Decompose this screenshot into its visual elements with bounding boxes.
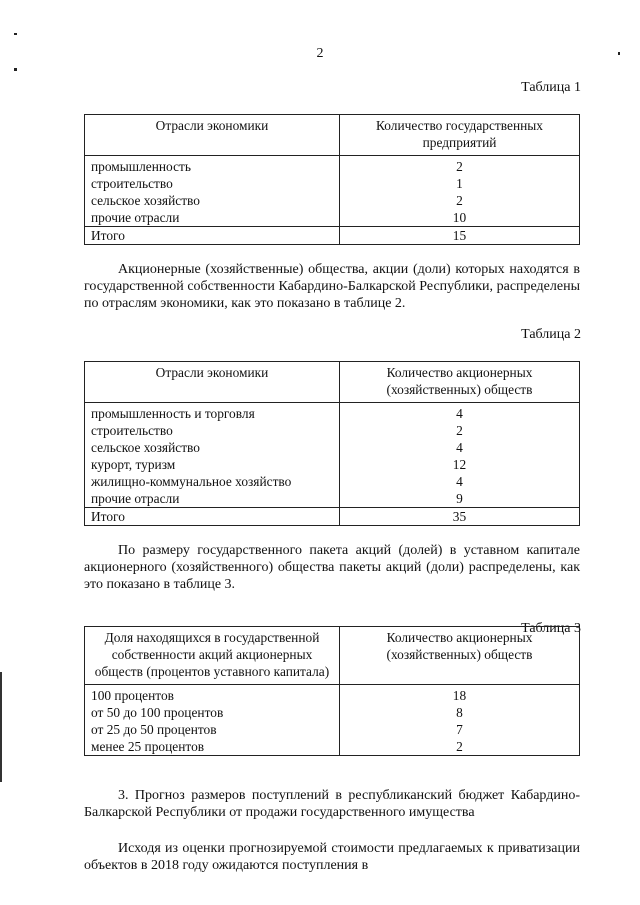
table1-cell-count: 2 (456, 159, 463, 174)
table-row (85, 175, 580, 192)
table3-header-share: Доля находящихся в государственной собственности акций акционерных обществ (процентов уставного капитала) (85, 627, 340, 685)
table1-total-row (85, 227, 580, 245)
table-row (85, 156, 580, 176)
table2-cell-count: 4 (456, 474, 463, 489)
table2-cell-count: 9 (456, 491, 463, 506)
table-row (85, 738, 580, 756)
paragraph-shareholder-companies (84, 262, 580, 312)
table-row (85, 209, 580, 227)
table1-cell-sector: строительство (85, 175, 340, 192)
table3-cell-share: от 25 до 50 процентов (85, 721, 340, 738)
table2-cell-sector: сельское хозяйство (85, 439, 340, 456)
table-row (85, 490, 580, 508)
table3-header-row (85, 627, 580, 685)
table1-total-count: 15 (340, 227, 580, 245)
table2-caption: Таблица 2 (521, 327, 581, 342)
table-row (85, 403, 580, 423)
scan-mark-top (14, 33, 17, 35)
table2-cell-count: 2 (456, 423, 463, 438)
table1 (84, 114, 580, 245)
table2-header-row (85, 362, 580, 403)
table3-cell-count: 2 (456, 739, 463, 754)
table3-cell-count: 18 (452, 688, 467, 703)
page-number: 2 (316, 46, 324, 61)
table-row (85, 685, 580, 705)
table-row (85, 439, 580, 456)
table1-cell-sector: сельское хозяйство (85, 192, 340, 209)
table2-cell-count: 12 (452, 457, 467, 472)
table1-cell-count: 2 (456, 193, 463, 208)
table3-cell-count: 8 (456, 705, 463, 720)
paragraph-text: По размеру государственного пакета акций (долей) в уставном капитале акционерного (хозяйственного) общества пакеты акций (доли) распределены, как это показано в таблице 3. (84, 543, 580, 592)
table1-header-row (85, 115, 580, 156)
table2-cell-sector: строительство (85, 422, 340, 439)
table3-cell-share: 100 процентов (85, 685, 340, 705)
section-heading-text: 3. Прогноз размеров поступлений в республиканский бюджет Кабардино-Балкарской Республики от продажи государственного имущества (84, 788, 580, 820)
table2-total-row (85, 508, 580, 526)
table1-caption: Таблица 1 (521, 80, 581, 95)
table1-header-count: Количество государственных предприятий (340, 115, 580, 156)
table3 (84, 626, 580, 756)
table1-cell-count: 1 (456, 176, 463, 191)
table2-cell-count: 4 (456, 440, 463, 455)
table3-cell-share: от 50 до 100 процентов (85, 704, 340, 721)
table2-cell-sector: курорт, туризм (85, 456, 340, 473)
table2-header-sector: Отрасли экономики (85, 362, 340, 403)
table2-cell-sector: прочие отрасли (85, 490, 340, 508)
table1-cell-count: 10 (452, 210, 467, 225)
section3-heading (84, 788, 580, 822)
table2-cell-sector: промышленность и торговля (85, 403, 340, 423)
table1-cell-sector: промышленность (85, 156, 340, 176)
scan-mark-left (14, 68, 17, 71)
paragraph-share-distribution (84, 543, 580, 593)
table1-header-sector: Отрасли экономики (85, 115, 340, 156)
table3-caption: Таблица 3 (521, 621, 581, 636)
table3-cell-count: 7 (456, 722, 463, 737)
table2-header-count: Количество акционерных (хозяйственных) обществ (340, 362, 580, 403)
table2-cell-count: 4 (456, 406, 463, 421)
table2 (84, 361, 580, 526)
scan-edge-line (0, 672, 2, 782)
table2-cell-sector: жилищно-коммунальное хозяйство (85, 473, 340, 490)
table1-total-label: Итого (85, 227, 340, 245)
table3-cell-share: менее 25 процентов (85, 738, 340, 756)
table-row (85, 192, 580, 209)
paragraph-text: Исходя из оценки прогнозируемой стоимости предлагаемых к приватизации объектов в 2018 году ожидаются поступления в (84, 841, 580, 873)
table-row (85, 473, 580, 490)
paragraph-text: Акционерные (хозяйственные) общества, акции (доли) которых находятся в государственной собственности Кабардино-Балкарской Республики, распределены по отраслям экономики, как это показано в таблице 2. (84, 262, 580, 311)
paragraph-forecast (84, 841, 580, 875)
table-row (85, 422, 580, 439)
table3-header-count: Количество акционерных (хозяйственных) обществ (340, 627, 580, 685)
table-row (85, 456, 580, 473)
table-row (85, 721, 580, 738)
table-row (85, 704, 580, 721)
table2-total-label: Итого (85, 508, 340, 526)
table2-total-count: 35 (340, 508, 580, 526)
table1-cell-sector: прочие отрасли (85, 209, 340, 227)
